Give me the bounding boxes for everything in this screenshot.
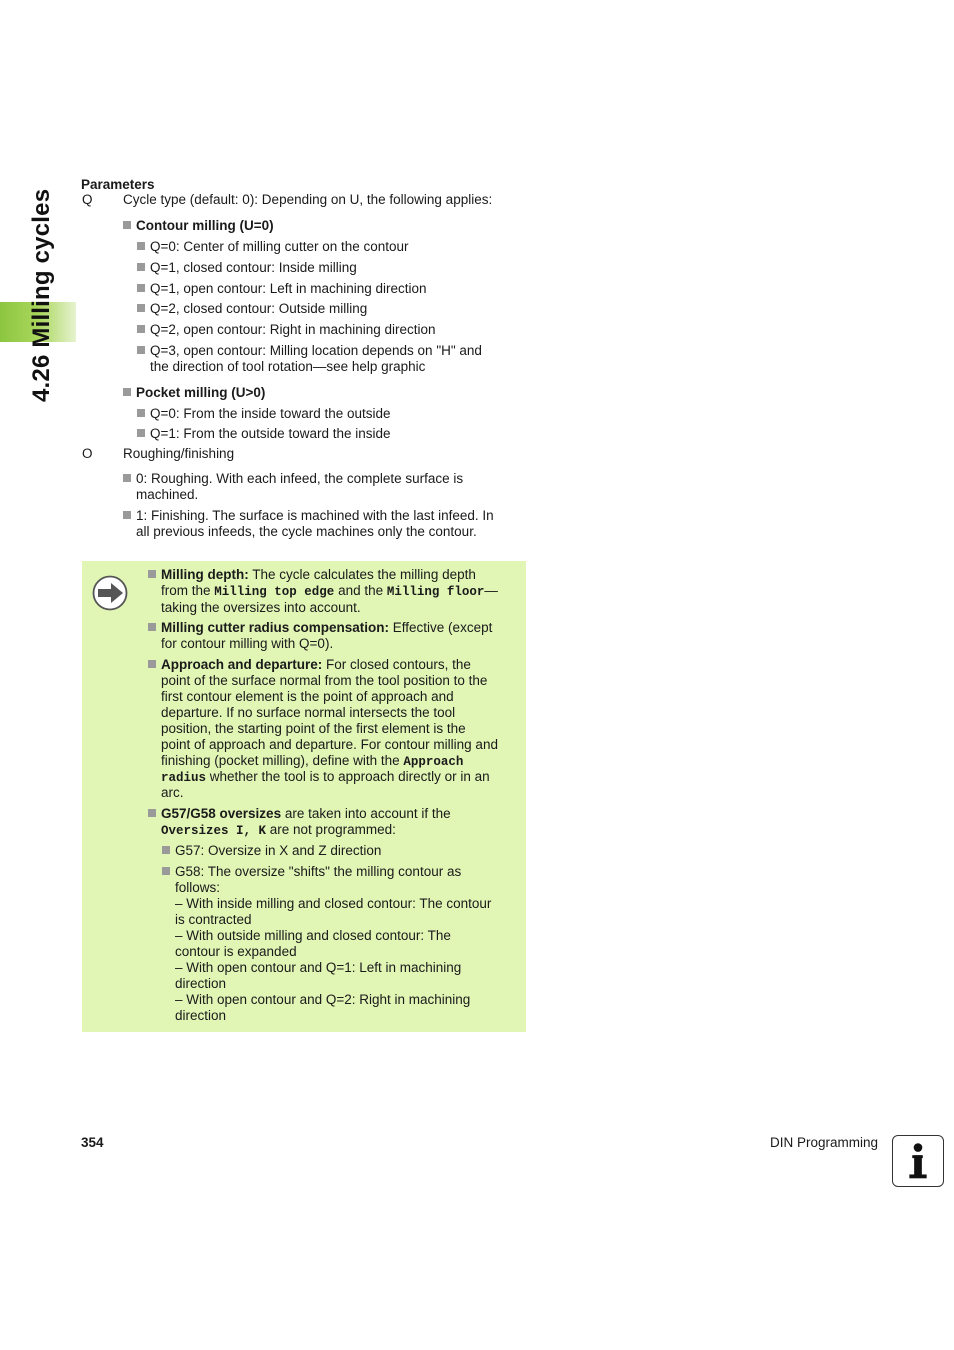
list-item: Q=0: From the inside toward the outside bbox=[137, 406, 391, 422]
list-item: Q=2, open contour: Right in machining direction bbox=[137, 322, 436, 338]
section-title: DIN Programming bbox=[770, 1135, 879, 1150]
note-line: point of the surface normal from the tool position to the bbox=[161, 673, 488, 688]
note-line: direction bbox=[175, 1008, 227, 1023]
page-number: 354 bbox=[81, 1135, 104, 1150]
param-key-q: Q bbox=[82, 192, 93, 207]
bullet-icon bbox=[148, 570, 156, 578]
list-item-continuation: all previous infeeds, the cycle machines only the contour. bbox=[136, 524, 477, 539]
note-line: direction bbox=[175, 976, 227, 991]
list-item-continuation: the direction of tool rotation—see help graphic bbox=[150, 359, 426, 374]
list-item: Q=3, open contour: Milling location depends on "H" and bbox=[137, 343, 482, 359]
bullet-icon bbox=[137, 409, 145, 417]
note-line: position, the starting point of the first element is the bbox=[161, 721, 466, 736]
list-item: Q=1, open contour: Left in machining direction bbox=[137, 281, 427, 297]
bullet-icon bbox=[137, 429, 145, 437]
note-line: is contracted bbox=[175, 912, 252, 927]
note-line: taking the oversizes into account. bbox=[161, 600, 361, 615]
note-line: – With open contour and Q=1: Left in machining bbox=[175, 960, 462, 975]
list-item: Q=2, closed contour: Outside milling bbox=[137, 301, 367, 317]
note-line: Milling cutter radius compensation: Effective (except bbox=[148, 620, 492, 636]
note-line: Milling depth: The cycle calculates the milling depth bbox=[148, 567, 476, 583]
note-line: for contour milling with Q=0). bbox=[161, 636, 334, 651]
bullet-icon bbox=[123, 474, 131, 482]
contour-milling-heading: Contour milling (U=0) bbox=[123, 218, 274, 234]
note-line: from the Milling top edge and the Milling floor— bbox=[161, 583, 498, 599]
param-desc-q: Cycle type (default: 0): Depending on U, the following applies: bbox=[123, 192, 493, 207]
note-line: contour is expanded bbox=[175, 944, 297, 959]
bullet-icon bbox=[123, 221, 131, 229]
note-line: Oversizes I, K are not programmed: bbox=[161, 822, 396, 838]
list-item: Q=1: From the outside toward the inside bbox=[137, 426, 391, 442]
note-line: G57/G58 oversizes are taken into account if the bbox=[148, 806, 451, 822]
pocket-milling-heading: Pocket milling (U>0) bbox=[123, 385, 265, 401]
list-item: Q=1, closed contour: Inside milling bbox=[137, 260, 357, 276]
list-item: 0: Roughing. With each infeed, the complete surface is bbox=[123, 471, 463, 487]
bullet-icon bbox=[137, 263, 145, 271]
note-line: G58: The oversize "shifts" the milling contour as bbox=[162, 864, 461, 880]
bullet-icon bbox=[162, 846, 170, 854]
bullet-icon bbox=[137, 242, 145, 250]
note-line: arc. bbox=[161, 785, 184, 800]
info-icon bbox=[892, 1135, 944, 1187]
note-line: departure. If no surface normal intersects the tool bbox=[161, 705, 456, 720]
note-line: – With inside milling and closed contour: The contour bbox=[175, 896, 492, 911]
note-line: – With open contour and Q=2: Right in machining bbox=[175, 992, 471, 1007]
note-line: finishing (pocket milling), define with the Approach bbox=[161, 753, 464, 769]
note-line: point of approach and departure. For contour milling and bbox=[161, 737, 498, 752]
list-item: Q=0: Center of milling cutter on the contour bbox=[137, 239, 409, 255]
chapter-title: 4.26 Milling cycles bbox=[28, 188, 55, 402]
bullet-icon bbox=[162, 867, 170, 875]
bullet-icon bbox=[148, 809, 156, 817]
bullet-icon bbox=[123, 388, 131, 396]
arrow-right-icon bbox=[92, 575, 130, 611]
list-item: 1: Finishing. The surface is machined with the last infeed. In bbox=[123, 508, 494, 524]
note-line: Approach and departure: For closed contours, the bbox=[148, 657, 471, 673]
note-line: – With outside milling and closed contour: The bbox=[175, 928, 451, 943]
bullet-icon bbox=[137, 325, 145, 333]
bullet-icon bbox=[137, 304, 145, 312]
bullet-icon bbox=[137, 284, 145, 292]
parameters-heading: Parameters bbox=[81, 177, 155, 192]
note-line: follows: bbox=[175, 880, 221, 895]
note-line: G57: Oversize in X and Z direction bbox=[162, 843, 381, 859]
note-line: first contour element is the point of approach and bbox=[161, 689, 454, 704]
note-line: radius whether the tool is to approach directly or in an bbox=[161, 769, 490, 785]
list-item-continuation: machined. bbox=[136, 487, 199, 502]
bullet-icon bbox=[148, 623, 156, 631]
param-key-o: O bbox=[82, 446, 93, 461]
param-desc-o: Roughing/finishing bbox=[123, 446, 235, 461]
bullet-icon bbox=[123, 511, 131, 519]
bullet-icon bbox=[137, 346, 145, 354]
bullet-icon bbox=[148, 660, 156, 668]
